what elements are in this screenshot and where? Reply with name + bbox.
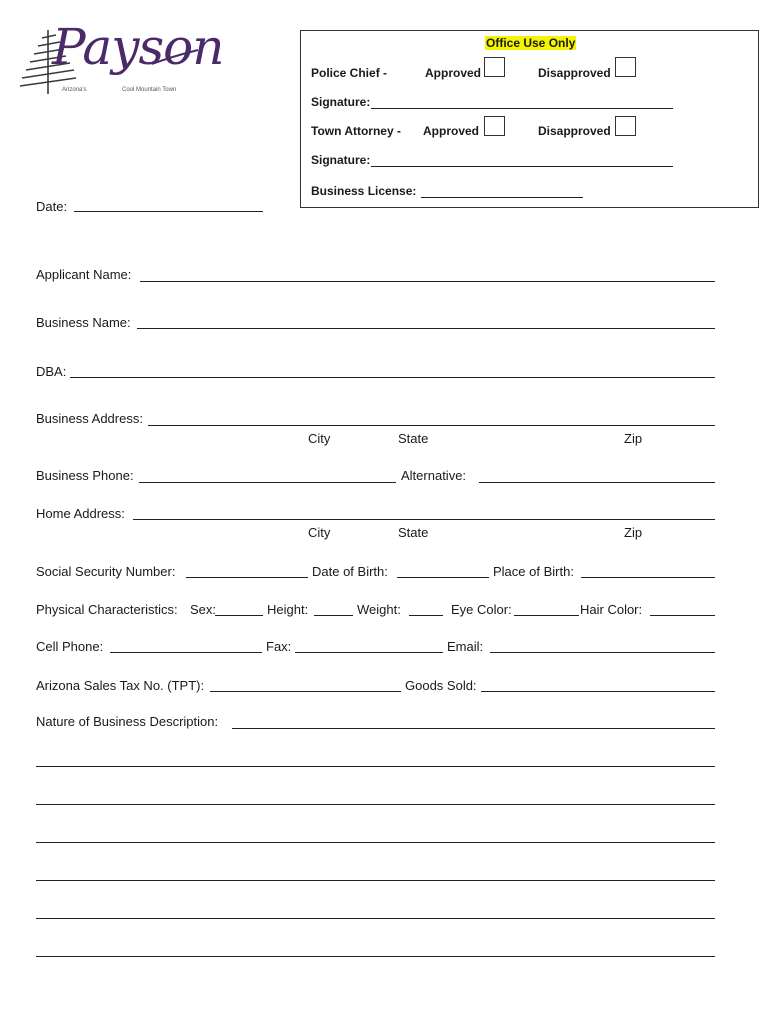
home-address-field[interactable] <box>133 519 715 520</box>
alternative-phone-field[interactable] <box>479 482 715 483</box>
attorney-approved-checkbox[interactable] <box>484 116 505 136</box>
logo-wordmark: Payson <box>52 18 224 76</box>
pob-label: Place of Birth: <box>493 564 574 579</box>
police-disapproved-label: Disapproved <box>538 66 611 80</box>
office-use-box <box>300 30 759 208</box>
description-line-1[interactable] <box>36 766 715 767</box>
fax-field[interactable] <box>295 652 443 653</box>
date-label: Date: <box>36 199 68 214</box>
business-license-label: Business License: <box>311 184 417 198</box>
description-line-2[interactable] <box>36 804 715 805</box>
pob-field[interactable] <box>581 577 715 578</box>
fax-label: Fax: <box>266 639 292 654</box>
home-address-label: Home Address: <box>36 506 125 521</box>
description-line-4[interactable] <box>36 880 715 881</box>
eye-color-label: Eye Color: <box>451 602 512 617</box>
business-zip-caption: Zip <box>624 431 643 446</box>
eye-color-field[interactable] <box>514 615 579 616</box>
hair-color-label: Hair Color: <box>580 602 643 617</box>
sex-label: Sex: <box>190 602 217 617</box>
business-city-caption: City <box>308 431 331 446</box>
date-field[interactable] <box>74 211 263 212</box>
police-disapproved-checkbox[interactable] <box>615 57 636 77</box>
business-phone-label: Business Phone: <box>36 468 134 483</box>
cell-phone-field[interactable] <box>110 652 262 653</box>
goods-sold-label: Goods Sold: <box>405 678 477 693</box>
applicant-name-field[interactable] <box>140 281 715 282</box>
weight-field[interactable] <box>409 615 443 616</box>
nature-of-business-label: Nature of Business Description: <box>36 714 219 729</box>
physical-characteristics-label: Physical Characteristics: <box>36 602 178 617</box>
attorney-signature-field[interactable] <box>371 166 673 167</box>
sex-field[interactable] <box>215 615 263 616</box>
description-line-5[interactable] <box>36 918 715 919</box>
goods-sold-field[interactable] <box>481 691 715 692</box>
logo-swoosh <box>150 48 200 68</box>
sales-tax-field[interactable] <box>210 691 401 692</box>
attorney-disapproved-checkbox[interactable] <box>615 116 636 136</box>
town-attorney-label: Town Attorney - <box>311 124 401 138</box>
business-name-label: Business Name: <box>36 315 131 330</box>
business-state-caption: State <box>398 431 429 446</box>
cell-phone-label: Cell Phone: <box>36 639 104 654</box>
police-signature-label: Signature: <box>311 95 371 109</box>
business-address-label: Business Address: <box>36 411 143 426</box>
home-zip-caption: Zip <box>624 525 643 540</box>
business-name-field[interactable] <box>137 328 715 329</box>
nature-of-business-field[interactable] <box>232 728 715 729</box>
height-label: Height: <box>267 602 309 617</box>
business-address-field[interactable] <box>148 425 715 426</box>
alternative-phone-label: Alternative: <box>401 468 467 483</box>
attorney-signature-label: Signature: <box>311 153 371 167</box>
business-license-field[interactable] <box>421 197 583 198</box>
email-field[interactable] <box>490 652 715 653</box>
dba-field[interactable] <box>70 377 715 378</box>
dba-label: DBA: <box>36 364 67 379</box>
attorney-approved-label: Approved <box>423 124 480 138</box>
weight-label: Weight: <box>357 602 401 617</box>
home-state-caption: State <box>398 525 429 540</box>
logo-tagline-right: Cool Mountain Town <box>122 87 177 93</box>
applicant-name-label: Applicant Name: <box>36 267 132 282</box>
business-phone-field[interactable] <box>139 482 396 483</box>
police-approved-checkbox[interactable] <box>484 57 505 77</box>
sales-tax-label: Arizona Sales Tax No. (TPT): <box>36 678 205 693</box>
email-label: Email: <box>447 639 484 654</box>
dob-field[interactable] <box>397 577 489 578</box>
ssn-field[interactable] <box>186 577 308 578</box>
description-line-3[interactable] <box>36 842 715 843</box>
police-approved-label: Approved <box>425 66 482 80</box>
home-city-caption: City <box>308 525 331 540</box>
hair-color-field[interactable] <box>650 615 715 616</box>
police-chief-label: Police Chief - <box>311 66 388 80</box>
attorney-disapproved-label: Disapproved <box>538 124 611 138</box>
office-title: Office Use Only <box>486 36 576 50</box>
description-line-6[interactable] <box>36 956 715 957</box>
logo-tagline-left: Arizona's <box>62 87 87 93</box>
ssn-label: Social Security Number: <box>36 564 176 579</box>
police-signature-field[interactable] <box>371 108 673 109</box>
dob-label: Date of Birth: <box>312 564 388 579</box>
height-field[interactable] <box>314 615 353 616</box>
